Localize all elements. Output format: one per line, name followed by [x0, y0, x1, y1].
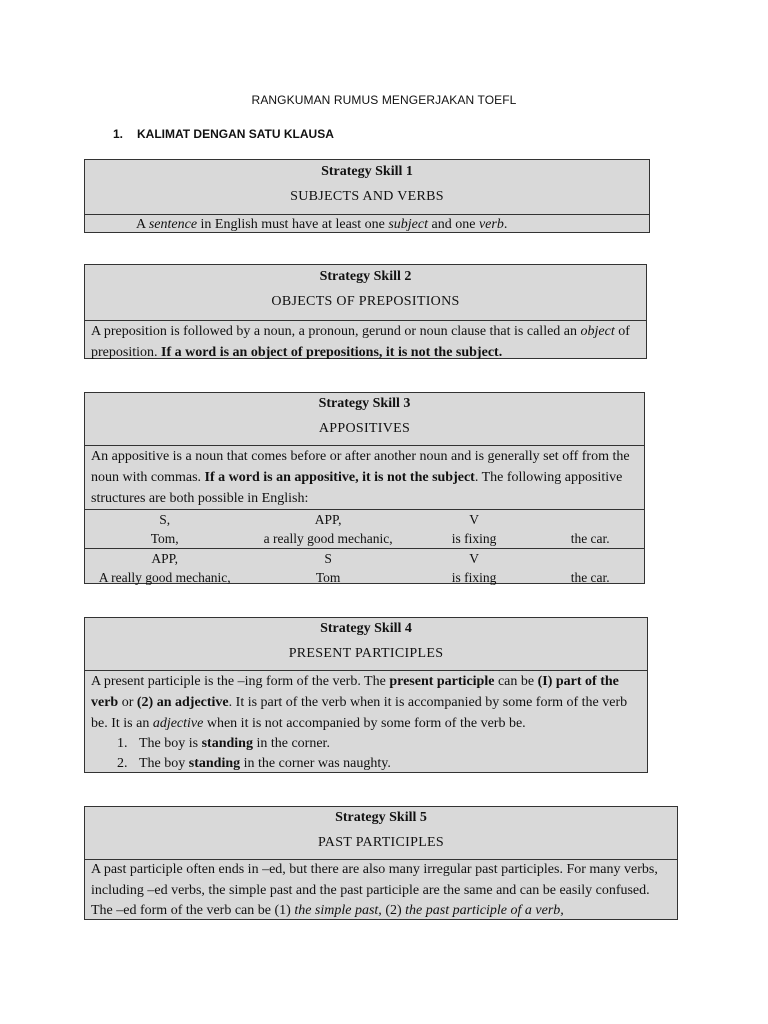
skill-4-body — [85, 671, 647, 774]
example-cell — [536, 510, 644, 529]
strategy-skill-4-box — [84, 617, 648, 773]
skill-2-label: Strategy Skill 2 — [319, 269, 412, 284]
example-1-words — [85, 529, 644, 548]
skill-3-topic: APPOSITIVES — [318, 421, 411, 436]
text-span: The boy is — [139, 736, 202, 751]
document-title: RANGKUMAN RUMUS MENGERJAKAN TOEFL — [251, 93, 517, 107]
text-span: when it is not accompanied by some form of the verb be. — [203, 716, 526, 731]
example-cell: A really good mechanic, — [98, 570, 231, 585]
section-number: 1. — [113, 127, 124, 141]
key-rule: If a word is an object of prepositions, it is not the subject. — [161, 345, 503, 360]
example-cell: APP, — [151, 551, 179, 566]
example-cell: is fixing — [451, 570, 497, 585]
section-title: KALIMAT DENGAN SATU KLAUSA — [137, 127, 334, 141]
emphasis: subject — [388, 217, 428, 232]
strategy-skill-2-box — [84, 264, 647, 359]
example-cell: Tom — [315, 570, 341, 585]
emphasis: adjective — [152, 716, 204, 731]
emphasis: the simple past, — [294, 903, 382, 918]
key-term: standing — [188, 756, 241, 771]
emphasis: verb — [478, 217, 504, 232]
key-term: (I) part of the verb — [91, 674, 619, 710]
emphasis: the past participle of a verb, — [405, 903, 564, 918]
skill-3-label: Strategy Skill 3 — [318, 396, 411, 411]
example-cell: APP, — [314, 512, 342, 527]
text-span: . It is part of the verb when it is accompanied by some form of the verb be. It is an — [91, 695, 628, 731]
skill-5-label: Strategy Skill 5 — [335, 810, 427, 825]
strategy-skill-3-box — [84, 392, 645, 584]
list-number: 2. — [117, 756, 128, 771]
example-2-words — [85, 568, 644, 587]
example-cell: a really good mechanic, — [263, 531, 393, 546]
example-cell: is fixing — [451, 531, 497, 546]
strategy-skill-1-box — [84, 159, 650, 233]
text-span: . The following appositive structures are both possible in English: — [91, 470, 623, 506]
text-span: in the corner was naughty. — [240, 756, 391, 771]
text-span: can be — [494, 674, 538, 689]
skill-3-header — [85, 393, 644, 446]
skill-3-body — [85, 446, 644, 509]
skill-1-label: Strategy Skill 1 — [321, 164, 413, 179]
skill-1-header — [85, 160, 649, 215]
skill-2-topic: OBJECTS OF PREPOSITIONS — [271, 294, 460, 309]
text-span: of preposition. — [91, 324, 630, 360]
key-rule: If a word is an appositive, it is not the subject — [204, 470, 475, 485]
example-cell: S, — [159, 512, 171, 527]
text-span: A — [136, 217, 149, 232]
key-term: (2) an adjective — [136, 695, 229, 710]
example-1-labels — [85, 509, 644, 529]
skill-1-body — [85, 215, 649, 234]
text-span: (2) — [381, 903, 406, 918]
skill-4-label: Strategy Skill 4 — [320, 621, 412, 636]
list-item — [117, 734, 641, 754]
text-span: The boy — [139, 756, 189, 771]
skill-4-topic: PRESENT PARTICIPLES — [288, 646, 444, 661]
example-cell: S — [324, 551, 332, 566]
strategy-skill-5-box — [84, 806, 678, 920]
skill-5-topic: PAST PARTICIPLES — [318, 835, 444, 850]
section-heading — [113, 127, 334, 141]
skill-4-header — [85, 618, 647, 671]
example-cell: V — [469, 551, 479, 566]
text-span: . — [503, 217, 508, 232]
key-term: standing — [201, 736, 253, 751]
text-span: in the corner. — [252, 736, 330, 751]
list-number: 1. — [117, 736, 128, 751]
list-item — [117, 754, 641, 774]
appositive-example-2 — [85, 548, 644, 587]
skill-5-header — [85, 807, 677, 860]
example-2-labels — [85, 548, 644, 568]
appositive-example-1 — [85, 509, 644, 548]
example-cell: V — [469, 512, 479, 527]
emphasis: sentence — [148, 217, 198, 232]
example-cell — [536, 549, 644, 568]
text-span: and one — [428, 217, 479, 232]
emphasis: object — [580, 324, 615, 339]
text-span: A preposition is followed by a noun, a pronoun, gerund or noun clause that is called an — [91, 324, 581, 339]
example-cell: Tom, — [150, 531, 179, 546]
text-span: A present participle is the –ing form of the verb. The — [91, 674, 390, 689]
text-span: An appositive is a noun that comes before or after another noun and is generally set off from the noun with commas. — [91, 449, 630, 485]
key-term: present participle — [389, 674, 495, 689]
text-span: in English must have at least one — [197, 217, 389, 232]
text-span: A past participle often ends in –ed, but there are also many irregular past participles. For many verbs, including –ed verbs, the simple past and the past participle are the same and can be easily confused. The –ed form of the verb can be (1) — [91, 862, 658, 918]
example-cell: the car. — [570, 570, 610, 585]
example-list — [91, 734, 641, 774]
text-span: or — [118, 695, 137, 710]
example-cell: the car. — [570, 531, 610, 546]
skill-2-header — [85, 265, 646, 321]
skill-2-body — [85, 321, 646, 363]
skill-1-topic: SUBJECTS AND VERBS — [290, 189, 444, 204]
skill-5-body — [85, 860, 677, 922]
